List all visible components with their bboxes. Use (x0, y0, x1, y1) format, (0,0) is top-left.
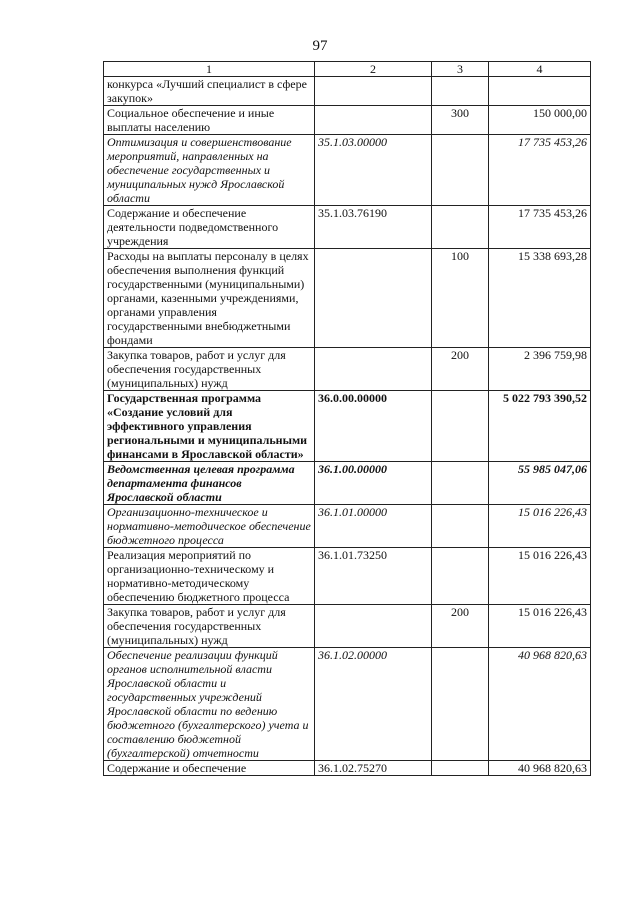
table-row (104, 548, 591, 605)
row-code-cell (315, 77, 432, 106)
row-name-cell: Содержание и обеспечение (104, 761, 315, 776)
row-amount-cell: 2 396 759,98 (489, 348, 591, 391)
row-name-cell: Расходы на выплаты персоналу в целях обеспечения выполнения функций государственными (муниципальными) органами, казенными учреждениями, органами управления государственными внебюджетными фондами (104, 249, 315, 348)
row-expense-type-cell (432, 391, 489, 462)
table-row (104, 249, 591, 348)
row-amount-cell: 17 735 453,26 (489, 206, 591, 249)
row-name-cell: Закупка товаров, работ и услуг для обеспечения государственных (муниципальных) нужд (104, 605, 315, 648)
table-row (104, 135, 591, 206)
row-amount-cell: 5 022 793 390,52 (489, 391, 591, 462)
row-name-cell: Оптимизация и совершенствование мероприятий, направленных на обеспечение государственных и муниципальных нужд Ярославской области (104, 135, 315, 206)
table-row (104, 605, 591, 648)
table-row (104, 648, 591, 761)
table-row (104, 462, 591, 505)
table-row (104, 106, 591, 135)
row-amount-cell: 40 968 820,63 (489, 648, 591, 761)
row-name-cell: конкурса «Лучший специалист в сфере закупок» (104, 77, 315, 106)
row-code-cell (315, 106, 432, 135)
row-code-cell (315, 249, 432, 348)
row-expense-type-cell: 200 (432, 605, 489, 648)
row-expense-type-cell: 300 (432, 106, 489, 135)
budget-table-body (104, 62, 591, 776)
row-amount-cell: 15 338 693,28 (489, 249, 591, 348)
row-code-cell: 36.1.02.00000 (315, 648, 432, 761)
row-amount-cell: 17 735 453,26 (489, 135, 591, 206)
table-row (104, 391, 591, 462)
table-row (104, 206, 591, 249)
table-row (104, 505, 591, 548)
row-expense-type-cell (432, 462, 489, 505)
row-expense-type-cell (432, 77, 489, 106)
column-number-2: 2 (315, 62, 432, 77)
row-expense-type-cell (432, 648, 489, 761)
row-name-cell: Обеспечение реализации функций органов исполнительной власти Ярославской области и государственных учреждений Ярославской области по ведению бюджетного (бухгалтерского) учета и составлению бюджетной (бухгалтерской) отчетности (104, 648, 315, 761)
row-code-cell (315, 348, 432, 391)
column-number-3: 3 (432, 62, 489, 77)
row-expense-type-cell (432, 206, 489, 249)
row-expense-type-cell (432, 135, 489, 206)
row-name-cell: Социальное обеспечение и иные выплаты населению (104, 106, 315, 135)
column-number-1: 1 (104, 62, 315, 77)
row-expense-type-cell (432, 548, 489, 605)
row-amount-cell: 15 016 226,43 (489, 548, 591, 605)
row-amount-cell: 55 985 047,06 (489, 462, 591, 505)
table-row (104, 761, 591, 776)
budget-table (103, 61, 591, 776)
row-expense-type-cell: 100 (432, 249, 489, 348)
row-amount-cell: 150 000,00 (489, 106, 591, 135)
row-amount-cell: 15 016 226,43 (489, 605, 591, 648)
row-code-cell: 36.1.00.00000 (315, 462, 432, 505)
row-amount-cell (489, 77, 591, 106)
row-code-cell: 36.1.01.73250 (315, 548, 432, 605)
row-name-cell: Содержание и обеспечение деятельности подведомственного учреждения (104, 206, 315, 249)
row-name-cell: Государственная программа «Создание условий для эффективного управления региональными и муниципальными финансами в Ярославской области» (104, 391, 315, 462)
row-name-cell: Закупка товаров, работ и услуг для обеспечения государственных (муниципальных) нужд (104, 348, 315, 391)
row-name-cell: Ведомственная целевая программа департамента финансов Ярославской области (104, 462, 315, 505)
row-code-cell: 36.1.01.00000 (315, 505, 432, 548)
row-amount-cell: 15 016 226,43 (489, 505, 591, 548)
row-code-cell: 35.1.03.00000 (315, 135, 432, 206)
row-code-cell (315, 605, 432, 648)
row-expense-type-cell (432, 505, 489, 548)
table-row (104, 348, 591, 391)
page-number: 97 (312, 38, 328, 54)
row-expense-type-cell (432, 761, 489, 776)
column-number-row (104, 62, 591, 77)
table-row (104, 77, 591, 106)
row-amount-cell: 40 968 820,63 (489, 761, 591, 776)
row-code-cell: 35.1.03.76190 (315, 206, 432, 249)
row-code-cell: 36.1.02.75270 (315, 761, 432, 776)
column-number-4: 4 (489, 62, 591, 77)
row-name-cell: Организационно-техническое и нормативно-методическое обеспечение бюджетного процесса (104, 505, 315, 548)
row-code-cell: 36.0.00.00000 (315, 391, 432, 462)
row-name-cell: Реализация мероприятий по организационно-техническому и нормативно-методическому обеспечению бюджетного процесса (104, 548, 315, 605)
row-expense-type-cell: 200 (432, 348, 489, 391)
